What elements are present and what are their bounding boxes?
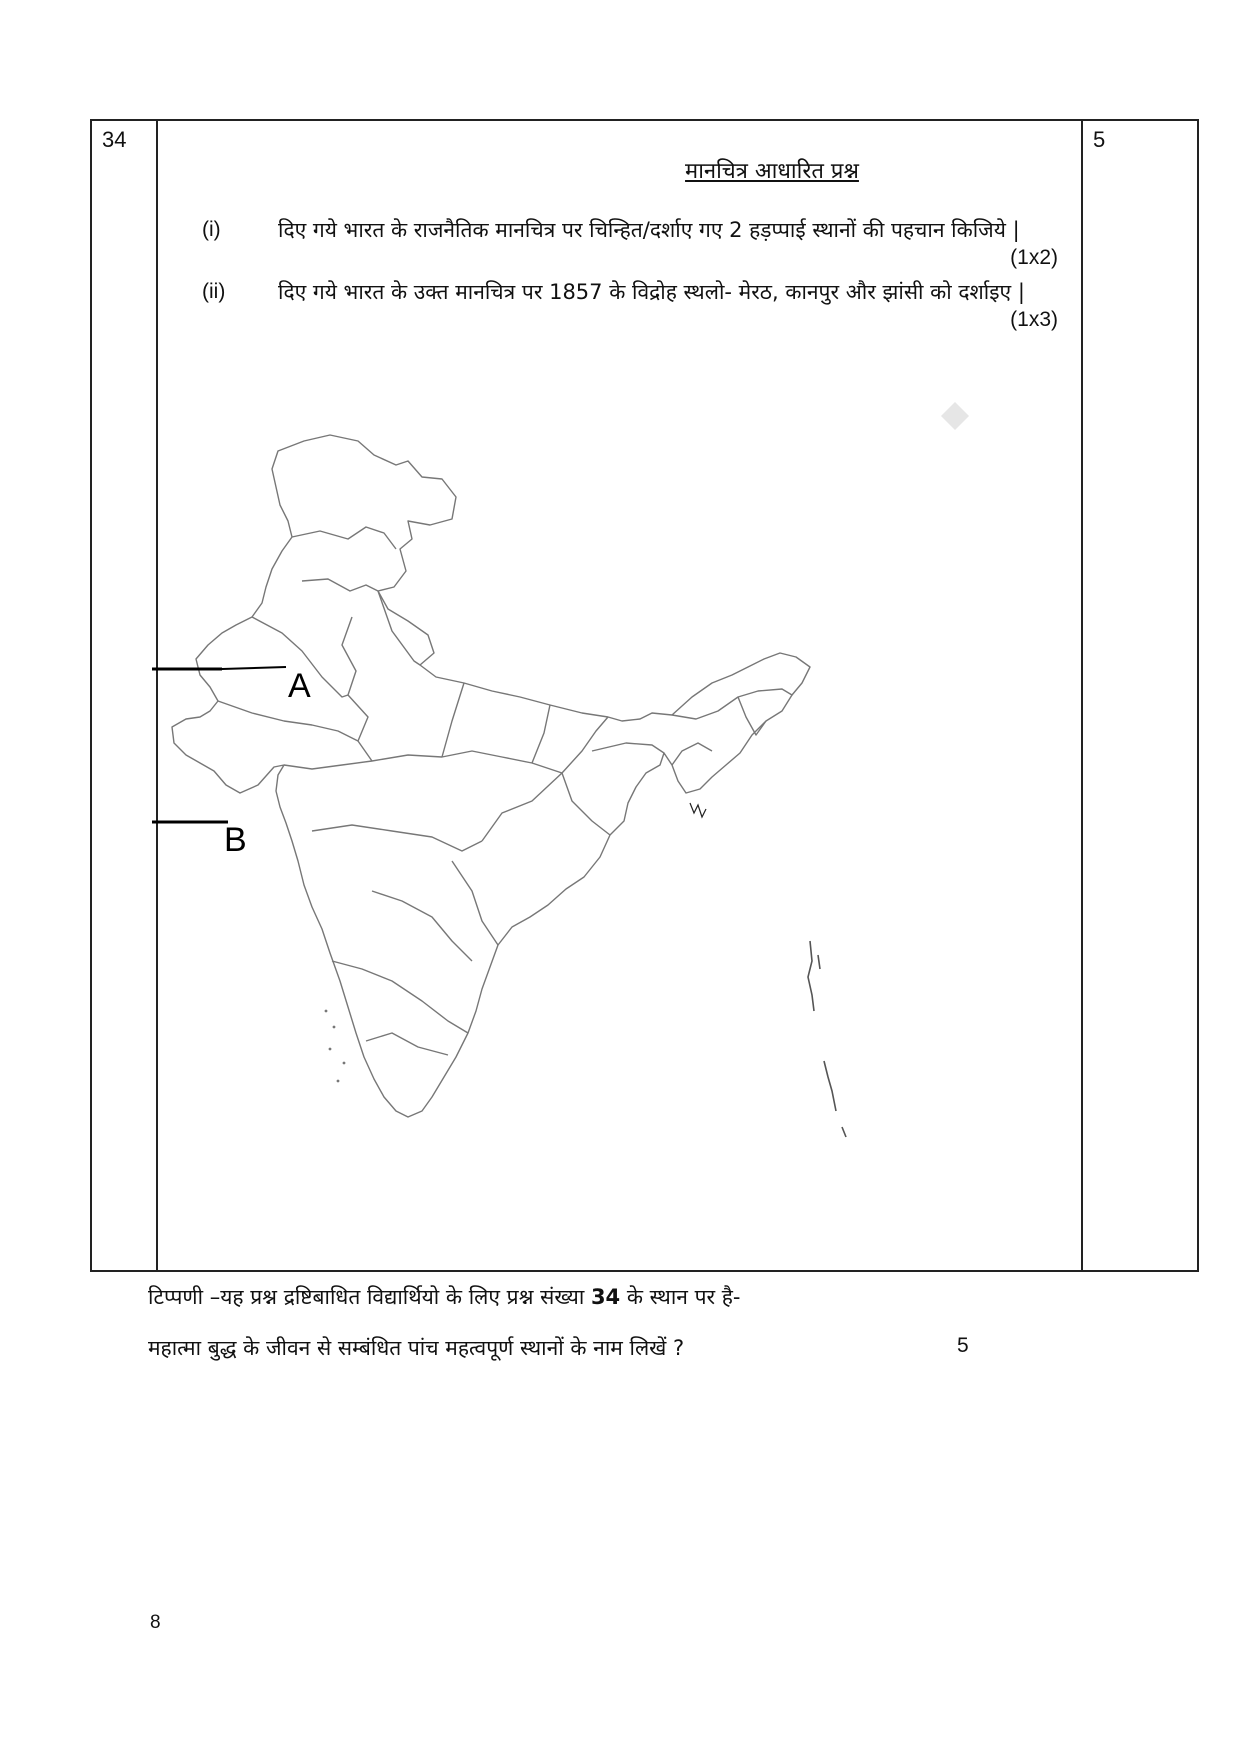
sub-question-1-number: (i): [202, 218, 221, 241]
alternate-question-marks: 5: [957, 1334, 969, 1357]
alternate-question-text: महात्मा बुद्ध के जीवन से सम्बंधित पांच महत्वपूर्ण स्थानों के नाम लिखें ?: [148, 1336, 685, 1360]
sub-question-2-marks: (1x3): [1010, 308, 1058, 331]
question-table: [90, 119, 1199, 1272]
india-outline-map: [152, 421, 912, 1201]
india-border-outline: [172, 435, 792, 1117]
marker-b-label: B: [224, 821, 247, 859]
marker-b: [152, 821, 247, 859]
column-divider-right: [1081, 121, 1083, 1270]
decorative-diamond-icon: [939, 400, 971, 432]
marker-a-label: A: [288, 667, 311, 705]
note-question-number: 34: [590, 1285, 621, 1309]
note-suffix: के स्थान पर है-: [620, 1285, 741, 1309]
marker-a-pointer: [222, 667, 286, 669]
andaman-nicobar-islands: [808, 941, 883, 1201]
page-number: 8: [150, 1612, 161, 1633]
note-line-2: [148, 1334, 684, 1362]
note-prefix: टिप्पणी –यह प्रश्न द्रष्टिबाधित विद्यार्थियो के लिए प्रश्न संख्या: [148, 1285, 591, 1309]
sub-question-1-marks: (1x2): [1010, 246, 1058, 269]
delta-detail: [690, 803, 706, 817]
lakshadweep-islands: [325, 1010, 346, 1083]
marker-a: [152, 667, 311, 705]
question-heading: मानचित्र आधारित प्रश्न: [685, 159, 859, 184]
sub-question-2-text: दिए गये भारत के उक्त मानचित्र पर 1857 के विद्रोह स्थलो- मेरठ, कानपुर और झांसी को दर्शाइए |: [278, 280, 1025, 304]
note-line-1: [148, 1283, 741, 1311]
question-number: 34: [102, 127, 127, 152]
sub-question-2-number: (ii): [202, 280, 226, 303]
northeast-inner: [738, 697, 766, 735]
sub-question-1-text: दिए गये भारत के राजनैतिक मानचित्र पर चिन्हित/दर्शाए गए 2 हड़प्पाई स्थानों की पहचान किजिये |: [278, 218, 1020, 242]
question-marks: 5: [1093, 127, 1106, 152]
